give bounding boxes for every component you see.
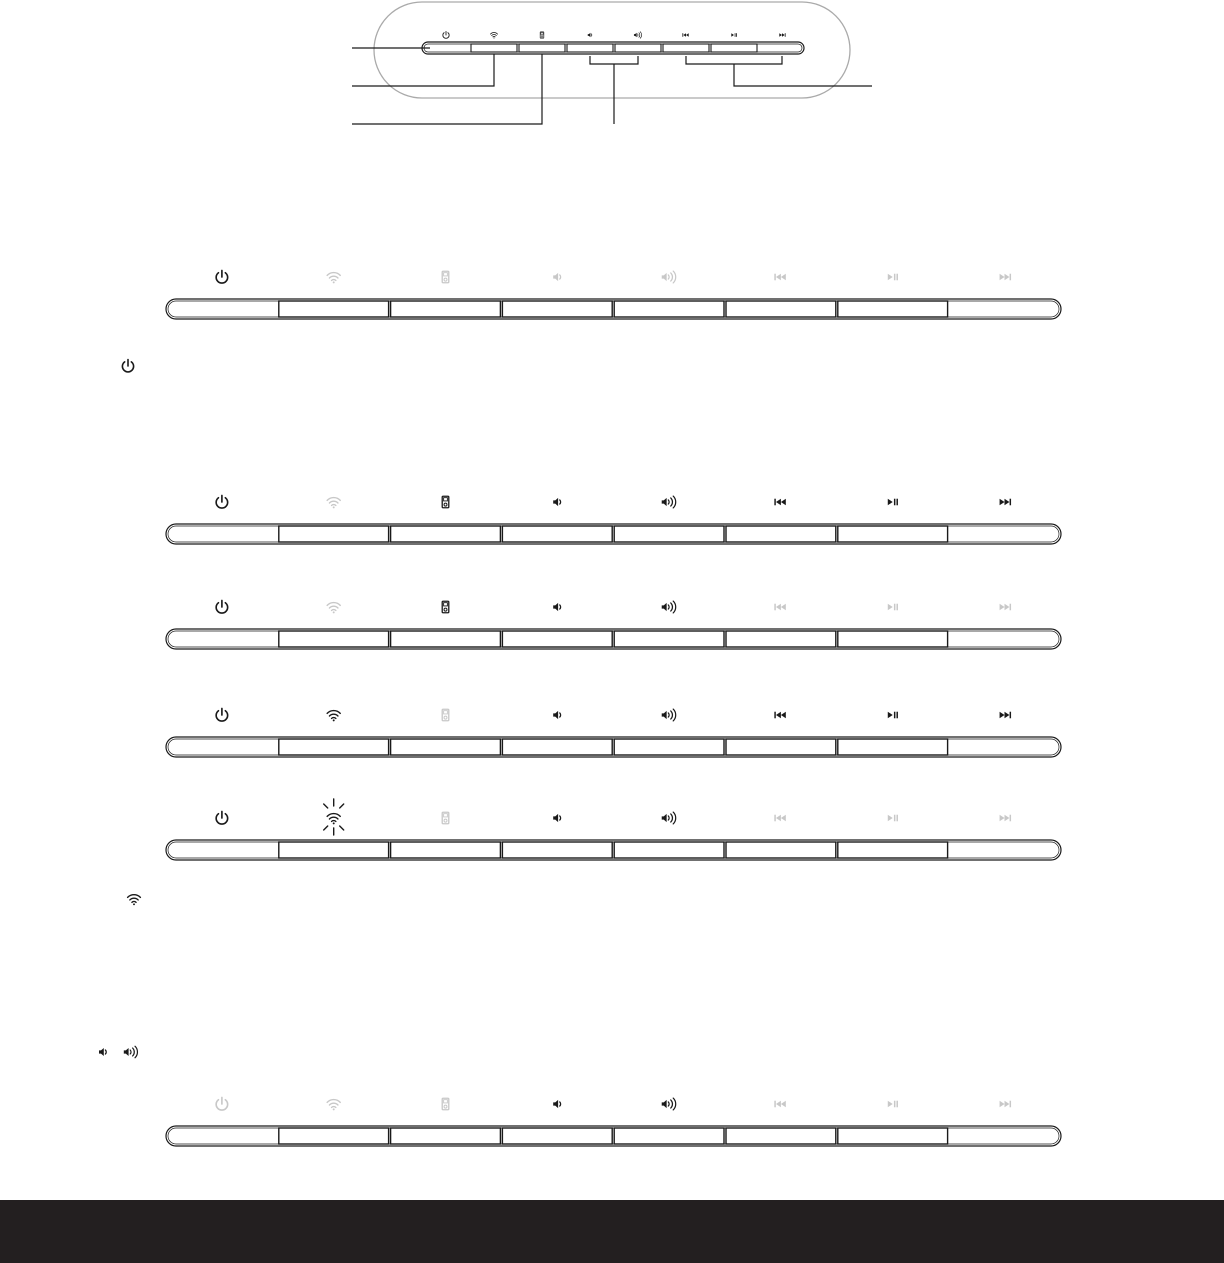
previous-track-icon — [774, 1101, 785, 1108]
strip-button-3[interactable] — [391, 842, 501, 858]
wifi-icon — [327, 603, 340, 614]
button-strip — [166, 629, 1061, 649]
ipod-icon — [442, 271, 449, 282]
strip-button-7[interactable] — [838, 1128, 948, 1144]
strip-button-4[interactable] — [502, 739, 612, 755]
callout-wifi-line — [352, 54, 494, 86]
volume-down-icon — [99, 1048, 106, 1056]
strip-button-4[interactable] — [502, 842, 612, 858]
button-strip — [166, 299, 1061, 319]
play-pause-icon — [888, 712, 898, 719]
power-icon — [216, 1097, 227, 1110]
device-overview — [352, 2, 872, 124]
volume-down-icon — [553, 498, 560, 506]
power-icon — [443, 31, 449, 38]
volume-up-icon — [662, 601, 676, 613]
strip-button-3[interactable] — [391, 301, 501, 317]
ipod-icon — [442, 812, 449, 823]
footer-bar — [0, 1200, 1224, 1263]
strip-button-4[interactable] — [502, 301, 612, 317]
strip-button-6[interactable] — [726, 1128, 836, 1144]
wifi-icon — [327, 498, 340, 509]
volume-up-icon — [124, 1046, 138, 1058]
volume-up-icon — [662, 271, 676, 283]
volume-down-icon — [553, 814, 560, 822]
previous-track-icon — [774, 604, 785, 611]
strip-button-2[interactable] — [279, 631, 389, 647]
volume-up-icon — [634, 32, 642, 38]
play-pause-icon — [888, 815, 898, 822]
blink-ray — [340, 804, 344, 808]
strip-button-6[interactable] — [726, 739, 836, 755]
next-track-icon — [1000, 274, 1011, 281]
next-track-icon — [1000, 604, 1011, 611]
legend-icons — [99, 360, 140, 1058]
volume-down-icon — [588, 33, 592, 38]
play-pause-icon — [888, 1101, 898, 1108]
ipod-icon — [442, 496, 449, 507]
strip-button-2[interactable] — [279, 526, 389, 542]
volume-up-icon — [662, 709, 676, 721]
strip-button-3[interactable] — [519, 44, 565, 52]
power-legend — [122, 360, 133, 372]
ipod-icon — [442, 601, 449, 612]
state-diagrams — [166, 270, 1061, 1146]
next-track-icon — [1000, 1101, 1011, 1108]
next-track-icon — [779, 33, 785, 37]
volume-down-icon — [553, 1100, 560, 1108]
previous-track-icon — [682, 33, 688, 37]
power-icon — [216, 811, 227, 824]
volume-up-icon — [662, 812, 676, 824]
blink-ray — [324, 804, 328, 808]
strip-button-2[interactable] — [279, 301, 389, 317]
ipod-icon — [442, 1098, 449, 1109]
previous-track-icon — [774, 499, 785, 506]
strip-button-7[interactable] — [838, 631, 948, 647]
wifi-icon — [327, 711, 340, 722]
state-row-ipod-playing — [166, 495, 1061, 544]
power-icon — [216, 708, 227, 721]
strip-button-7[interactable] — [838, 526, 948, 542]
state-row-wifi-playing — [166, 708, 1061, 757]
blink-ray — [324, 826, 328, 830]
strip-button-5[interactable] — [614, 1128, 724, 1144]
strip-button-4[interactable] — [502, 526, 612, 542]
power-icon — [216, 495, 227, 508]
strip-button-7[interactable] — [838, 739, 948, 755]
strip-button-5[interactable] — [614, 739, 724, 755]
button-strip — [422, 42, 804, 54]
play-pause-icon — [888, 274, 898, 281]
wifi-icon — [128, 895, 141, 906]
button-strip — [166, 737, 1061, 757]
strip-button-5[interactable] — [615, 44, 661, 52]
strip-button-6[interactable] — [726, 301, 836, 317]
overview-icon-row — [443, 31, 786, 38]
strip-button-3[interactable] — [391, 526, 501, 542]
strip-button-7[interactable] — [711, 44, 757, 52]
strip-button-7[interactable] — [838, 842, 948, 858]
state-row-volume-only — [166, 1097, 1061, 1146]
state-row-wifi-connecting — [166, 799, 1061, 860]
callout-playback-bracket — [686, 56, 872, 86]
button-strip — [166, 1126, 1061, 1146]
power-icon — [216, 270, 227, 283]
state-row-standby — [166, 270, 1061, 319]
volume-up-icon — [662, 1098, 676, 1110]
volume-up-icon — [662, 496, 676, 508]
next-track-icon — [1000, 712, 1011, 719]
next-track-icon — [1000, 815, 1011, 822]
strip-button-7[interactable] — [838, 301, 948, 317]
state-row-ipod-docked — [166, 600, 1061, 649]
strip-button-6[interactable] — [663, 44, 709, 52]
volume-down-icon — [553, 603, 560, 611]
previous-track-icon — [774, 712, 785, 719]
power-icon — [122, 360, 133, 372]
strip-button-2[interactable] — [471, 44, 517, 52]
strip-button-4[interactable] — [502, 1128, 612, 1144]
strip-button-4[interactable] — [502, 631, 612, 647]
wifi-icon — [490, 33, 497, 39]
strip-button-3[interactable] — [391, 739, 501, 755]
wifi-icon — [327, 273, 340, 284]
wifi-legend — [128, 895, 141, 906]
volume-down-icon — [553, 273, 560, 281]
strip-button-6[interactable] — [726, 526, 836, 542]
button-strip — [166, 524, 1061, 544]
wifi-icon — [327, 1100, 340, 1111]
strip-button-6[interactable] — [726, 631, 836, 647]
ipod-icon — [540, 32, 544, 38]
volume-legend — [99, 1046, 137, 1058]
overview-button-strip — [422, 42, 804, 54]
ipod-icon — [442, 709, 449, 720]
play-pause-icon — [888, 604, 898, 611]
previous-track-icon — [774, 815, 785, 822]
strip-button-5[interactable] — [614, 526, 724, 542]
wifi-icon — [327, 814, 340, 825]
strip-button-5[interactable] — [614, 631, 724, 647]
callout-volume-bracket — [590, 56, 638, 124]
volume-down-icon — [553, 711, 560, 719]
previous-track-icon — [774, 274, 785, 281]
callout-ipod-line — [352, 54, 542, 124]
next-track-icon — [1000, 499, 1011, 506]
blink-ray — [340, 826, 344, 830]
strip-button-3[interactable] — [391, 1128, 501, 1144]
strip-button-4[interactable] — [567, 44, 613, 52]
strip-button-5[interactable] — [614, 301, 724, 317]
strip-button-2[interactable] — [279, 842, 389, 858]
button-strip — [166, 840, 1061, 860]
strip-button-6[interactable] — [726, 842, 836, 858]
strip-button-2[interactable] — [279, 1128, 389, 1144]
play-pause-icon — [731, 33, 737, 37]
strip-button-5[interactable] — [614, 842, 724, 858]
strip-button-3[interactable] — [391, 631, 501, 647]
play-pause-icon — [888, 499, 898, 506]
power-icon — [216, 600, 227, 613]
strip-button-2[interactable] — [279, 739, 389, 755]
